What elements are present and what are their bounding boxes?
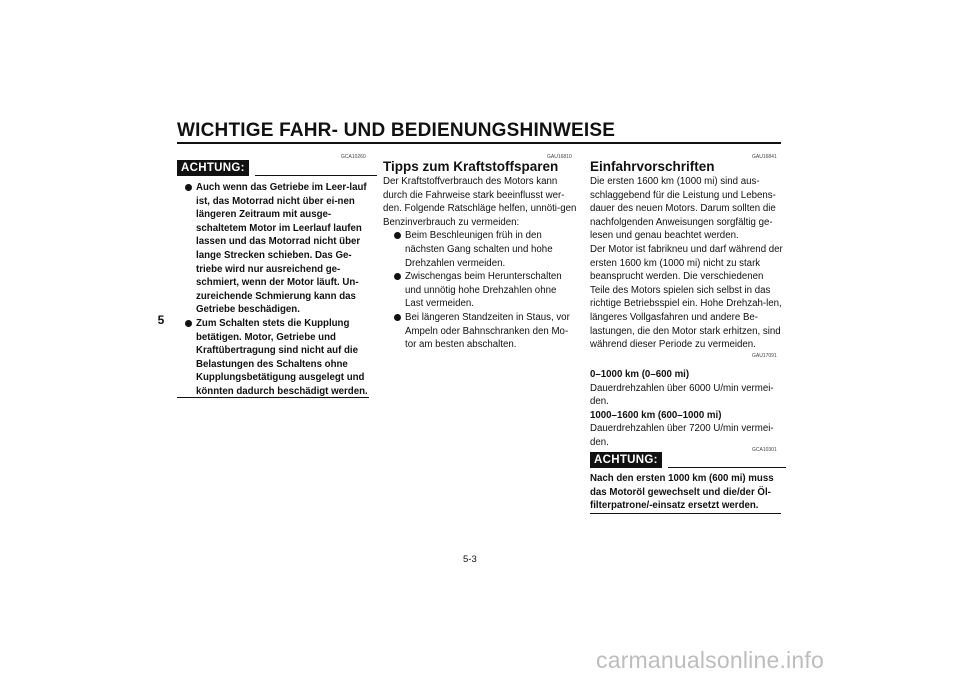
reference-code: GAU16841: [752, 154, 777, 160]
stage-title: 1000–1600 km (600–1000 mi): [590, 409, 722, 421]
reference-code: GAU17091: [752, 353, 777, 359]
right-warning-text: [590, 472, 784, 513]
bullet-icon: [185, 320, 192, 327]
tip-bullet: Zwischengas beim Herunterschalten und unnötig hohe Drehzahlen ohne Last vermeiden.: [391, 270, 577, 311]
warning-text: Nach den ersten 1000 km (600 mi) muss das Motoröl gewechselt und die/der Öl-filterpatrone/-einsatz ersetzt werden.: [590, 473, 774, 512]
stage-text: Dauerdrehzahlen über 7200 U/min vermei-den.: [590, 423, 774, 448]
stage-text: Dauerdrehzahlen über 6000 U/min vermei-den.: [590, 382, 774, 408]
watermark: carmanualsonline.info: [596, 647, 824, 673]
break-in-stages: [590, 368, 784, 450]
section-heading: Einfahrvorschriften: [590, 159, 715, 174]
achtung-line: [255, 175, 377, 176]
bullet-icon: [394, 314, 401, 321]
section-end-rule: [177, 397, 369, 398]
break-in-section: [590, 159, 784, 352]
bullet-icon: [394, 273, 401, 280]
achtung-header: [177, 160, 377, 176]
bullet-icon: [394, 232, 401, 239]
reference-code: GCA10301: [752, 447, 777, 453]
stage-title: 0–1000 km (0–600 mi): [590, 369, 690, 380]
paragraph: Der Motor ist fabrikneu und darf während der ersten 1600 km (1000 mi) nicht zu stark beansprucht werden. Die verschiedenen Teile des Motors spielen sich selbst in das richtige Betriebsspiel ein. Hohe Drehzah-len, längeres Vollgasfahren und andere Be-lastungen, die den Motor stark erhitzen, sind während dieser Periode zu vermeiden.: [590, 243, 783, 351]
warning-bullet: Auch wenn das Getriebe im Leer-lauf ist, das Motorrad nicht über ei-nen längeren Zeitraum mit ausge-schaltetem Motor im Leerlauf laufen lassen und das Motorrad nicht über lange Strecken schieben. Das Ge-triebe wird nur ausreichend ge-schmiert, wenn der Motor läuft. Un-zureichende Schmierung kann das Getriebe beschädigen.: [182, 181, 370, 317]
tip-bullet: Bei längeren Standzeiten in Staus, vor Ampeln oder Bahnschranken den Mo-tor am besten abschalten.: [391, 311, 577, 352]
warning-bullet: Zum Schalten stets die Kupplung betätigen. Motor, Getriebe und Kraftübertragung sind nicht auf die Belastungen des Schaltens ohne Kupplungsbetätigung ausgelegt und könnten dadurch beschädigt werden.: [182, 317, 370, 399]
chapter-tab[interactable]: 5: [148, 308, 174, 332]
left-warning-text: [182, 181, 370, 399]
section-end-rule: [590, 513, 781, 514]
achtung-line: [668, 467, 786, 468]
section-heading: Tipps zum Kraftstoffsparen: [383, 159, 559, 174]
achtung-header: [590, 452, 786, 468]
reference-code: GAU16810: [547, 154, 572, 160]
page-number: 5-3: [463, 554, 477, 565]
section-intro: Der Kraftstoffverbrauch des Motors kann durch die Fahrweise stark beeinflusst wer-den. Folgende Ratschläge helfen, unnöti-gen Benzinverbrauch zu vermeiden:: [383, 176, 577, 228]
paragraph: Die ersten 1600 km (1000 mi) sind aus-schlaggebend für die Leistung und Lebens-dauer des neuen Motors. Darum sollten die nachfolgenden Anweisungen sorgfältig ge-lesen und genau beachtet werden.: [590, 176, 776, 242]
achtung-badge: ACHTUNG:: [590, 452, 662, 468]
achtung-badge: ACHTUNG:: [177, 160, 249, 176]
reference-code: GCA10260: [341, 154, 366, 160]
title-rule: [177, 142, 781, 144]
fuel-tips-section: [383, 159, 577, 352]
bullet-icon: [185, 184, 192, 191]
page-title: WICHTIGE FAHR- UND BEDIENUNGSHINWEISE: [177, 120, 616, 141]
tip-bullet: Beim Beschleunigen früh in den nächsten Gang schalten und hohe Drehzahlen vermeiden.: [391, 229, 577, 270]
